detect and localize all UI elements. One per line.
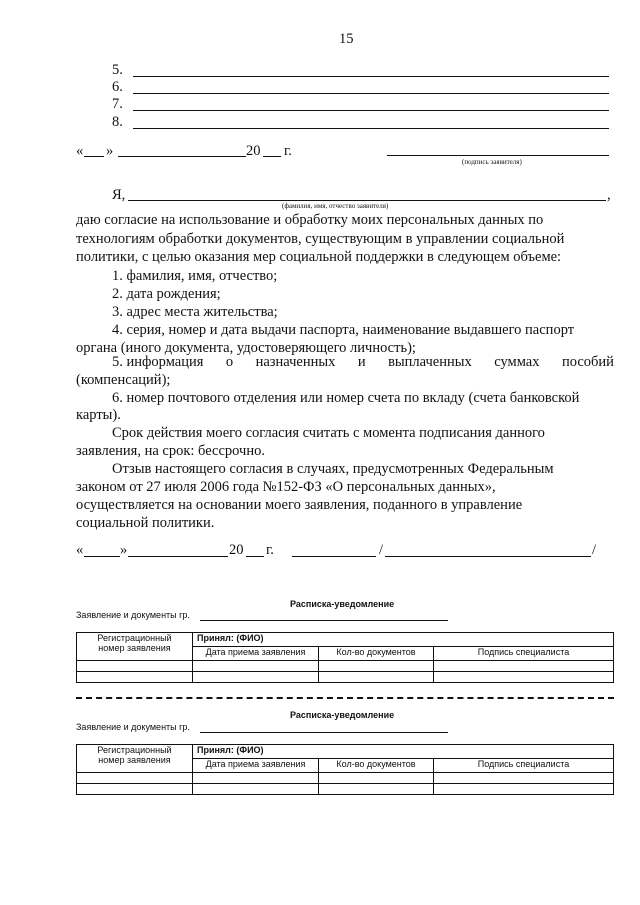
table-cell[interactable]: [193, 661, 319, 672]
fio-caption: (фамилия, имя, отчество заявителя): [282, 202, 389, 210]
numbered-line-label: 6.: [112, 79, 123, 95]
date-year-field[interactable]: [263, 156, 281, 157]
recall-line: осуществляется на основании моего заявления, поданного в управление: [76, 497, 523, 513]
date2-month-field[interactable]: [128, 556, 228, 557]
consent-ya: Я,: [112, 187, 126, 203]
date2-year-suffix: г.: [266, 542, 274, 558]
receipt-docs-label: Заявление и документы гр.: [76, 610, 190, 620]
table-cell[interactable]: [193, 773, 319, 784]
date2-day-field[interactable]: [84, 556, 120, 557]
item5-word: выплаченных: [388, 354, 472, 370]
signature-caption: (подпись заявителя): [462, 158, 522, 166]
table-row: [77, 672, 614, 683]
item5-word: о: [225, 354, 234, 370]
reg-label: Регистрационный: [97, 745, 172, 755]
table-cell[interactable]: [77, 784, 193, 795]
recall-line: законом от 27 июля 2006 года №152-ФЗ «О персональных данных»,: [76, 479, 496, 495]
slash: /: [592, 542, 597, 558]
recall-line: социальной политики.: [76, 515, 215, 531]
count-header: Кол-во документов: [319, 759, 434, 773]
consent-intro-line: даю согласие на использование и обработку моих персональных данных по: [76, 212, 544, 228]
fio-field[interactable]: [128, 200, 606, 201]
table-cell[interactable]: [434, 661, 614, 672]
date2-signature-field[interactable]: [292, 556, 376, 557]
receipt-docs-field[interactable]: [200, 732, 448, 733]
reg-number-header: [77, 745, 193, 773]
page-number: 15: [339, 31, 354, 47]
numbered-line-label: 8.: [112, 114, 123, 130]
consent-item-5: [112, 353, 614, 371]
receipt-docs-field[interactable]: [200, 620, 448, 621]
numbered-line-label: 5.: [112, 62, 123, 78]
item5-word: назначенных: [255, 354, 336, 370]
consent-item-1: 1. фамилия, имя, отчество;: [112, 268, 278, 284]
consent-intro-line: технологиям обработки документов, существующим в управлении социальной: [76, 230, 565, 247]
table-cell[interactable]: [77, 773, 193, 784]
consent-intro-line: политики, с целью оказания мер социальной поддержки в следующем объеме:: [76, 249, 562, 265]
count-header: Кол-во документов: [319, 647, 434, 661]
table-row: [77, 784, 614, 795]
date-year-suffix: г.: [284, 143, 292, 159]
receipt-docs-label: Заявление и документы гр.: [76, 722, 190, 732]
table-cell[interactable]: [193, 672, 319, 683]
date-month-field[interactable]: [118, 156, 246, 157]
consent-item-2: 2. дата рождения;: [112, 286, 221, 302]
table-cell[interactable]: [193, 784, 319, 795]
table-cell[interactable]: [434, 784, 614, 795]
reg-label: Регистрационный: [97, 633, 172, 643]
receipt-title: Расписка-уведомление: [290, 710, 395, 720]
reg-number-header: [77, 633, 193, 661]
consent-comma: ,: [607, 187, 611, 203]
signature-field[interactable]: [387, 155, 609, 156]
receipt-table: [76, 632, 614, 683]
signature-header: Подпись специалиста: [434, 759, 614, 773]
recall-line: Отзыв настоящего согласия в случаях, предусмотренных Федеральным: [112, 461, 554, 477]
consent-item-4: 4. серия, номер и дата выдачи паспорта, наименование выдавшего паспорт: [112, 322, 575, 338]
table-row: [77, 661, 614, 672]
consent-item-4-cont: органа (иного документа, удостоверяющего личность);: [76, 340, 416, 356]
table-cell[interactable]: [77, 661, 193, 672]
consent-item-5-cont: (компенсаций);: [76, 372, 171, 388]
table-cell[interactable]: [319, 773, 434, 784]
numbered-line-label: 7.: [112, 96, 123, 112]
table-cell[interactable]: [77, 672, 193, 683]
term-line: Срок действия моего согласия считать с момента подписания данного: [112, 425, 545, 441]
receipt-table: [76, 744, 614, 795]
numbered-line-5[interactable]: [133, 76, 609, 77]
table-cell[interactable]: [434, 672, 614, 683]
accepted-header: Принял: (ФИО): [193, 633, 614, 647]
table-cell[interactable]: [319, 672, 434, 683]
date2-year-prefix: 20: [229, 542, 244, 558]
date2-close-quote: »: [120, 542, 128, 558]
table-cell[interactable]: [319, 784, 434, 795]
consent-item-6-cont: карты).: [76, 407, 121, 423]
date-header: Дата приема заявления: [193, 647, 319, 661]
date2-year-field[interactable]: [246, 556, 264, 557]
table-row: [77, 773, 614, 784]
term-line-cont: заявления, на срок: бессрочно.: [76, 443, 265, 459]
date-day-field[interactable]: [84, 156, 104, 157]
accepted-header: Принял: (ФИО): [193, 745, 614, 759]
item5-word: суммах: [494, 354, 540, 370]
numbered-line-8[interactable]: [133, 128, 609, 129]
date-close-quote: »: [106, 143, 114, 159]
receipt-title: Расписка-уведомление: [290, 599, 395, 609]
date-header: Дата приема заявления: [193, 759, 319, 773]
numbered-line-7[interactable]: [133, 110, 609, 111]
item5-word: 5. информация: [112, 354, 204, 370]
consent-item-6: 6. номер почтового отделения или номер счета по вкладу (счета банковской: [112, 390, 580, 406]
consent-item-3: 3. адрес места жительства;: [112, 304, 278, 320]
date2-open-quote: «: [76, 542, 84, 558]
reg-label: номер заявления: [98, 643, 171, 653]
cut-line: [76, 697, 614, 699]
item5-word: и: [357, 354, 366, 370]
reg-label: номер заявления: [98, 755, 171, 765]
date2-name-field[interactable]: [385, 556, 591, 557]
consent-intro: [76, 211, 614, 267]
item5-word: пособий: [561, 354, 614, 370]
signature-header: Подпись специалиста: [434, 647, 614, 661]
date-open-quote: «: [76, 143, 84, 159]
date-year-prefix: 20: [246, 143, 261, 159]
numbered-line-6[interactable]: [133, 93, 609, 94]
table-cell[interactable]: [434, 773, 614, 784]
slash: /: [379, 542, 384, 558]
table-cell[interactable]: [319, 661, 434, 672]
